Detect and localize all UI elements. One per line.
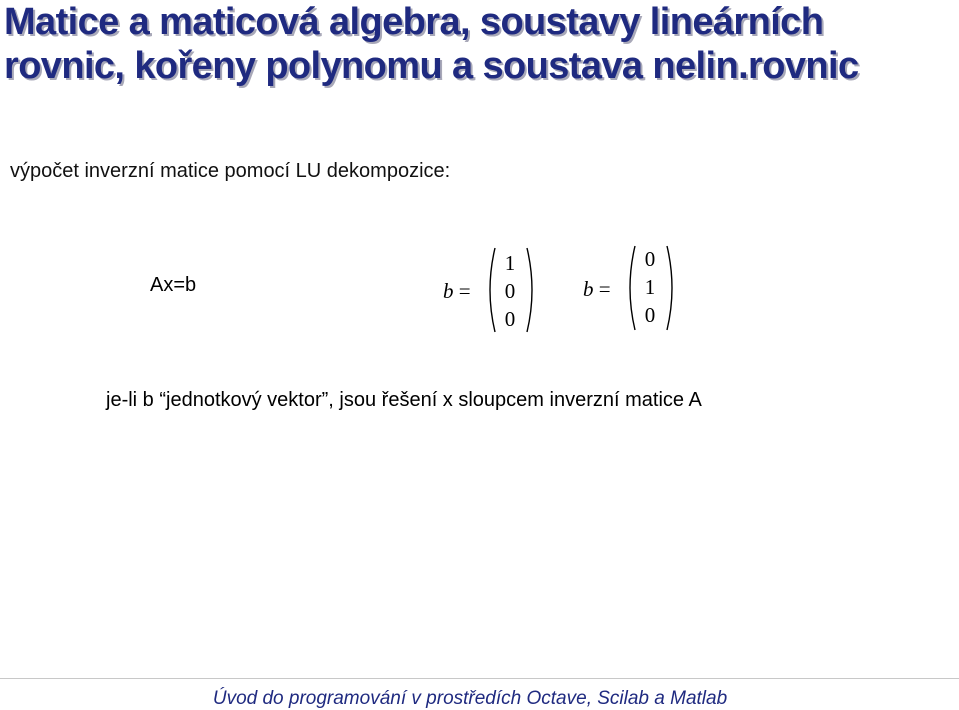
vector-b-2-eq: = xyxy=(593,277,611,301)
vector-b-2-lhs xyxy=(583,277,611,302)
vector-b-2-var: b xyxy=(583,277,594,301)
vector-b-1-eq: = xyxy=(453,279,471,303)
vector-b-1-right-paren xyxy=(525,246,539,334)
vector-b-2-entries xyxy=(638,245,662,329)
vector-b-1-entries xyxy=(498,249,522,333)
vector-b-1-left-paren xyxy=(483,246,497,334)
vector-b-2-left-paren xyxy=(623,244,637,332)
slide-footer: Úvod do programování v prostředích Octave, Scilab a Matlab xyxy=(212,688,728,709)
slide-subtitle: výpočet inverzní matice pomocí LU dekompozice: xyxy=(10,160,451,182)
vector-b-2-entry-2: 1 xyxy=(644,275,656,299)
vector-b-1-var: b xyxy=(443,279,454,303)
vector-b-2 xyxy=(583,244,683,334)
vector-b-2-right-paren xyxy=(665,244,679,332)
slide-title-line-2: rovnic, kořeny polynomu a soustava nelin.rovnic xyxy=(4,45,859,87)
explanation-note: je-li b “jednotkový vektor”, jsou řešení x sloupcem inverzní matice A xyxy=(106,389,702,411)
vector-b-1-entry-3: 0 xyxy=(504,307,516,331)
vector-b-1-lhs xyxy=(443,279,471,304)
vector-b-1-entry-1: 1 xyxy=(504,251,516,275)
vector-b-2-entry-1: 0 xyxy=(644,247,656,271)
slide-title-line-1: Matice a maticová algebra, soustavy lineárních xyxy=(4,1,824,43)
footer-divider xyxy=(0,678,959,679)
slide-title xyxy=(4,0,959,88)
vector-b-1 xyxy=(443,246,543,336)
equation-axb: Ax=b xyxy=(150,274,197,296)
vector-b-1-entry-2: 0 xyxy=(504,279,516,303)
vector-b-2-entry-3: 0 xyxy=(644,303,656,327)
